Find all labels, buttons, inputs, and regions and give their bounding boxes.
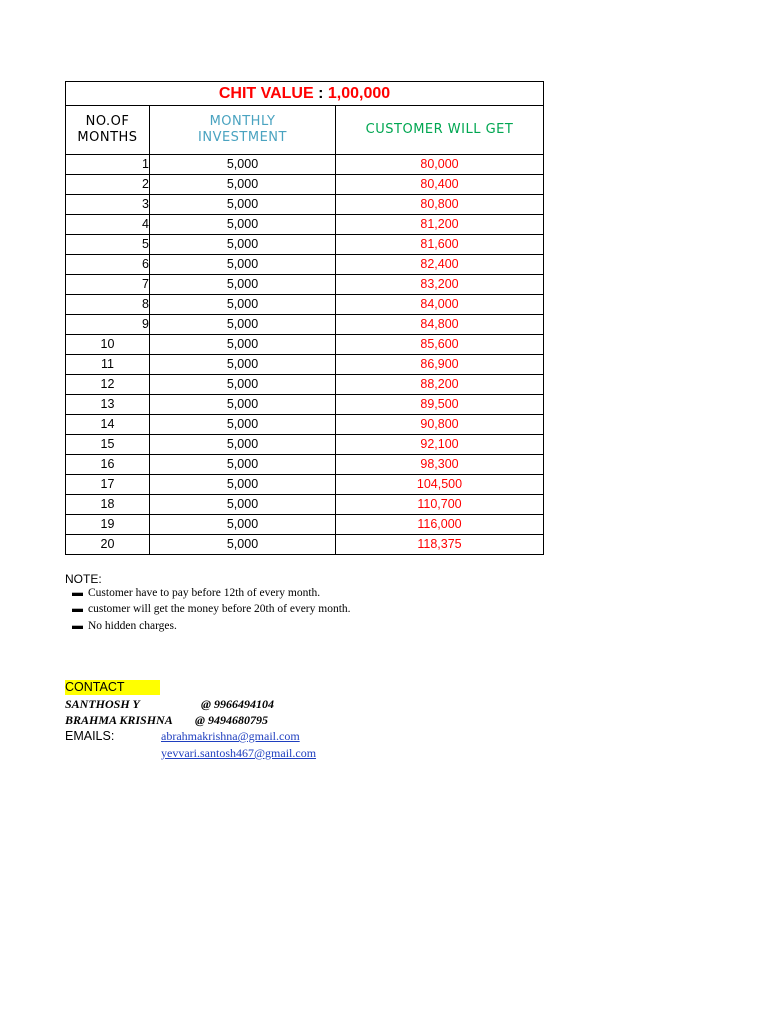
contact-phone[interactable]: @ 9966494104 (201, 697, 274, 711)
month-cell: 16 (66, 455, 150, 475)
investment-cell: 5,000 (150, 335, 336, 355)
table-row (66, 355, 544, 375)
table-row (66, 395, 544, 415)
note-item: ▬ Customer have to pay before 12th of every month. (72, 587, 321, 599)
table-row (66, 515, 544, 535)
month-cell: 4 (66, 215, 150, 235)
header-monthly-investment: MONTHLY INVESTMENT (150, 106, 336, 155)
month-cell: 19 (66, 515, 150, 535)
table-row (66, 295, 544, 315)
customer-gets-cell: 110,700 (336, 495, 544, 515)
emails-label: EMAILS: (65, 729, 115, 743)
investment-cell: 5,000 (150, 275, 336, 295)
investment-cell: 5,000 (150, 315, 336, 335)
investment-cell: 5,000 (150, 195, 336, 215)
customer-gets-cell: 83,200 (336, 275, 544, 295)
investment-cell: 5,000 (150, 415, 336, 435)
bullet-icon: ▬ (72, 603, 83, 615)
customer-gets-cell: 89,500 (336, 395, 544, 415)
investment-cell: 5,000 (150, 535, 336, 555)
table-row (66, 535, 544, 555)
contact-heading: CONTACT (65, 680, 160, 695)
note-item: ▬ customer will get the money before 20th of every month. (72, 603, 351, 615)
customer-gets-cell: 86,900 (336, 355, 544, 375)
table-row (66, 475, 544, 495)
investment-cell: 5,000 (150, 515, 336, 535)
table-row (66, 315, 544, 335)
chit-value-title (66, 82, 544, 106)
month-cell: 3 (66, 195, 150, 215)
investment-cell: 5,000 (150, 395, 336, 415)
month-cell: 11 (66, 355, 150, 375)
table-row (66, 155, 544, 175)
bullet-icon: ▬ (72, 620, 83, 632)
customer-gets-cell: 85,600 (336, 335, 544, 355)
chit-value-label: CHIT VALUE (218, 84, 314, 102)
customer-gets-cell: 84,800 (336, 315, 544, 335)
customer-gets-cell: 98,300 (336, 455, 544, 475)
table-row (66, 495, 544, 515)
header-months: NO.OF MONTHS (66, 106, 150, 155)
table-row (66, 455, 544, 475)
investment-cell: 5,000 (150, 155, 336, 175)
contact-phone[interactable]: @ 9494680795 (195, 713, 268, 727)
month-cell: 15 (66, 435, 150, 455)
chit-value-amount: 1,00,000 (327, 84, 391, 102)
customer-gets-cell: 81,200 (336, 215, 544, 235)
investment-cell: 5,000 (150, 355, 336, 375)
month-cell: 13 (66, 395, 150, 415)
investment-cell: 5,000 (150, 495, 336, 515)
month-cell: 10 (66, 335, 150, 355)
chit-table (65, 81, 544, 555)
table-row (66, 235, 544, 255)
customer-gets-cell: 80,400 (336, 175, 544, 195)
month-cell: 9 (66, 315, 150, 335)
month-cell: 14 (66, 415, 150, 435)
month-cell: 20 (66, 535, 150, 555)
email-link[interactable]: yevvari.santosh467@gmail.com (161, 746, 317, 760)
table-row (66, 175, 544, 195)
customer-gets-cell: 80,800 (336, 195, 544, 215)
month-cell: 5 (66, 235, 150, 255)
customer-gets-cell: 80,000 (336, 155, 544, 175)
customer-gets-cell: 90,800 (336, 415, 544, 435)
note-item: ▬ No hidden charges. (72, 620, 177, 632)
customer-gets-cell: 92,100 (336, 435, 544, 455)
note-title: NOTE: (65, 572, 102, 586)
table-row (66, 335, 544, 355)
customer-gets-cell: 116,000 (336, 515, 544, 535)
month-cell: 6 (66, 255, 150, 275)
table-row (66, 195, 544, 215)
email-link[interactable]: abrahmakrishna@gmail.com (161, 729, 300, 743)
month-cell: 8 (66, 295, 150, 315)
investment-cell: 5,000 (150, 375, 336, 395)
customer-gets-cell: 81,600 (336, 235, 544, 255)
customer-gets-cell: 84,000 (336, 295, 544, 315)
investment-cell: 5,000 (150, 295, 336, 315)
table-row (66, 435, 544, 455)
month-cell: 1 (66, 155, 150, 175)
table-row (66, 375, 544, 395)
bullet-icon: ▬ (72, 587, 83, 599)
table-row (66, 255, 544, 275)
investment-cell: 5,000 (150, 455, 336, 475)
table-row (66, 415, 544, 435)
customer-gets-cell: 82,400 (336, 255, 544, 275)
investment-cell: 5,000 (150, 215, 336, 235)
contact-name: SANTHOSH Y (65, 697, 140, 711)
header-customer-will-get: CUSTOMER WILL GET (336, 106, 544, 155)
investment-cell: 5,000 (150, 175, 336, 195)
month-cell: 18 (66, 495, 150, 515)
investment-cell: 5,000 (150, 235, 336, 255)
month-cell: 17 (66, 475, 150, 495)
table-row (66, 275, 544, 295)
month-cell: 2 (66, 175, 150, 195)
month-cell: 7 (66, 275, 150, 295)
contact-name: BRAHMA KRISHNA (65, 713, 173, 727)
month-cell: 12 (66, 375, 150, 395)
table-row (66, 215, 544, 235)
customer-gets-cell: 118,375 (336, 535, 544, 555)
investment-cell: 5,000 (150, 475, 336, 495)
customer-gets-cell: 88,200 (336, 375, 544, 395)
investment-cell: 5,000 (150, 435, 336, 455)
customer-gets-cell: 104,500 (336, 475, 544, 495)
chit-value-separator: : (318, 84, 324, 102)
investment-cell: 5,000 (150, 255, 336, 275)
